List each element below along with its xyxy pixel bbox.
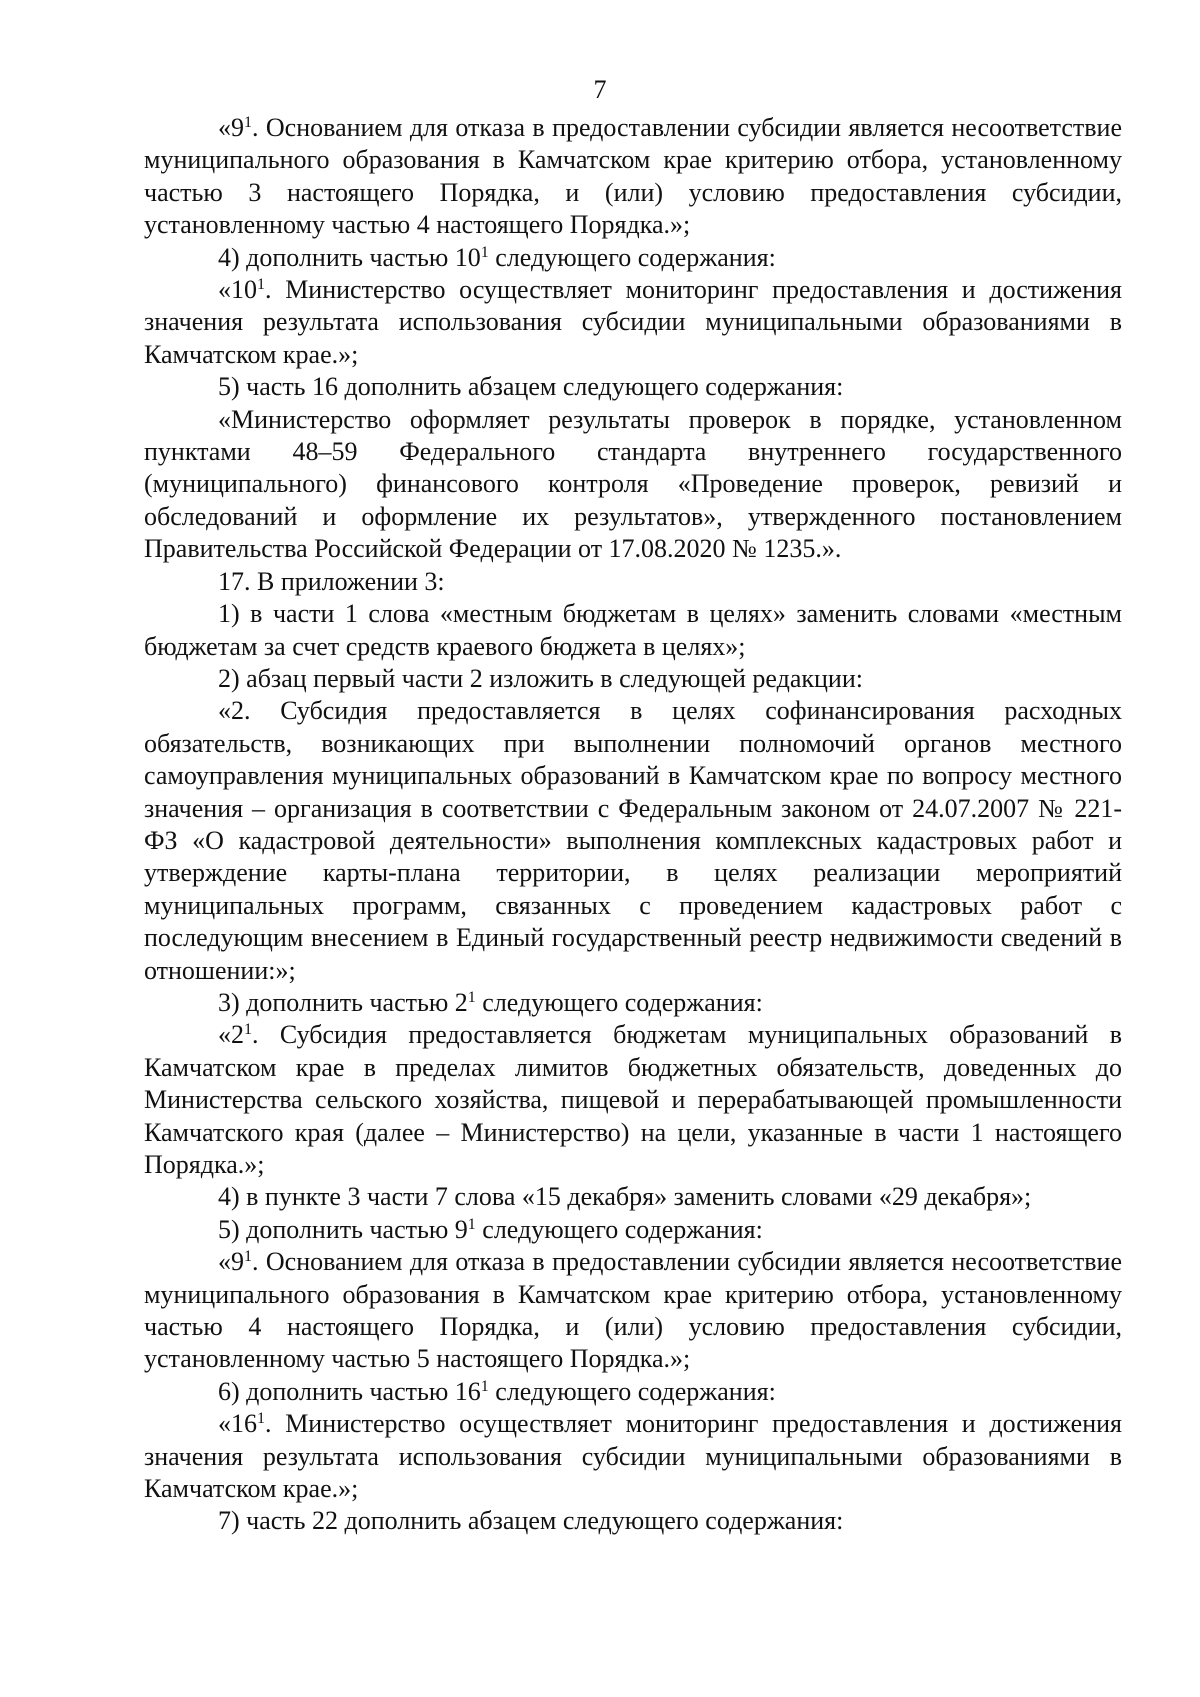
paragraph-subsidy-purpose: «2. Субсидия предоставляется в целях софинансирования расходных обязательств, возникающих при выполнении полномочий органов местного самоуправления муниципальных образований в Камчатском крае по вопросу местного значения – организация в соответствии с Федеральным законом от 24.07.2007 № 221-ФЗ «О кадастровой деятельности» выполнения комплексных кадастровых работ и утверждение карты-плана территории, в целях реализации мероприятий муниципальных программ, связанных с проведением кадастровых работ с последующим внесением в Единый государственный реестр недвижимости сведений в отношении:»;: [144, 696, 1122, 985]
paragraph-text: следующего содержания:: [488, 242, 776, 272]
page-number: 7: [593, 75, 607, 104]
paragraph-text: . Основанием для отказа в предоставлении субсидии является несоответствие муниципального образования в Камчатском крае критерию отбора, установленному частью 4 настоящего Порядка, и (или) условию предоставления субсидии, установленному частью 5 настоящего Порядка.»;: [144, 1247, 1122, 1374]
superscript-index: 1: [467, 988, 476, 1006]
paragraph-text: 6) дополнить частью 16: [218, 1376, 481, 1406]
superscript-index: 1: [244, 114, 252, 131]
superscript-index: 1: [467, 1215, 476, 1233]
paragraph-item-5: 5) часть 16 дополнить абзацем следующего содержания:: [218, 372, 844, 402]
paragraph-appendix3-item-5: [144, 1214, 1122, 1246]
paragraph-monitoring-10-1: [144, 274, 1122, 371]
paragraph-text: «10: [218, 275, 257, 305]
paragraph-text: «16: [218, 1409, 257, 1439]
paragraph-monitoring-16-1: [144, 1408, 1122, 1505]
paragraph-refusal-grounds-9-1-appendix3: [144, 1246, 1122, 1376]
superscript-index: 1: [244, 1021, 252, 1039]
superscript-index: 1: [480, 1377, 489, 1395]
paragraph-text: «9: [218, 113, 244, 142]
paragraph-appendix3-item-7: 7) часть 22 дополнить абзацем следующего содержания:: [218, 1506, 844, 1536]
paragraph-refusal-grounds-9-1: [144, 112, 1122, 242]
paragraph-appendix3-item-1: 1) в части 1 слова «местным бюджетам в целях» заменить словами «местным бюджетам за счет средств краевого бюджета в целях»;: [144, 599, 1122, 661]
paragraph-text: 5) дополнить частью 9: [218, 1214, 468, 1244]
document-body: [144, 112, 1122, 1538]
paragraph-text: 4) дополнить частью 10: [218, 242, 481, 272]
paragraph-text: «2: [218, 1020, 244, 1050]
paragraph-text: 3) дополнить частью 2: [218, 987, 468, 1017]
paragraph-text: следующего содержания:: [475, 987, 763, 1017]
superscript-index: 1: [244, 1248, 252, 1266]
paragraph-text: . Министерство осуществляет мониторинг предоставления и достижения значения результата использования субсидии муниципальными образованиями в Камчатском крае.»;: [144, 1409, 1122, 1504]
paragraph-appendix3-item-4: 4) в пункте 3 части 7 слова «15 декабря» заменить словами «29 декабря»;: [218, 1182, 1032, 1212]
paragraph-subsidy-2-1: [144, 1019, 1122, 1181]
paragraph-text: следующего содержания:: [488, 1376, 776, 1406]
paragraph-inspection-results: «Министерство оформляет результаты проверок в порядке, установленном пунктами 48–59 Федерального стандарта внутреннего государственного (муниципального) финансового контроля «Проведение проверок, ревизий и обследований и оформление их результатов», утвержденного постановлением Правительства Российской Федерации от 17.08.2020 № 1235.».: [144, 404, 1122, 564]
paragraph-appendix3-item-2: 2) абзац первый части 2 изложить в следующей редакции:: [218, 663, 863, 693]
paragraph-text: следующего содержания:: [475, 1214, 763, 1244]
superscript-index: 1: [480, 243, 489, 261]
paragraph-text: . Министерство осуществляет мониторинг предоставления и достижения значения результата использования субсидии муниципальными образованиями в Камчатском крае.»;: [144, 275, 1122, 369]
paragraph-appendix3-item-3: [144, 987, 1122, 1019]
superscript-index: 1: [257, 1410, 265, 1428]
paragraph-item-4: [144, 242, 1122, 274]
paragraph-text: «9: [218, 1247, 244, 1277]
superscript-index: 1: [257, 276, 265, 294]
paragraph-text: . Основанием для отказа в предоставлении субсидии является несоответствие муниципального образования в Камчатском крае критерию отбора, установленному частью 3 настоящего Порядка, и (или) условию предоставления субсидии, установленному частью 4 настоящего Порядка.»;: [144, 113, 1122, 240]
paragraph-text: . Субсидия предоставляется бюджетам муниципальных образований в Камчатском крае в пределах лимитов бюджетных обязательств, доведенных до Министерства сельского хозяйства, пищевой и перерабатывающей промышленности Камчатского края (далее – Министерство) на цели, указанные в части 1 настоящего Порядка.»;: [144, 1020, 1122, 1179]
paragraph-section-17: 17. В приложении 3:: [218, 566, 445, 596]
paragraph-appendix3-item-6: [144, 1376, 1122, 1408]
